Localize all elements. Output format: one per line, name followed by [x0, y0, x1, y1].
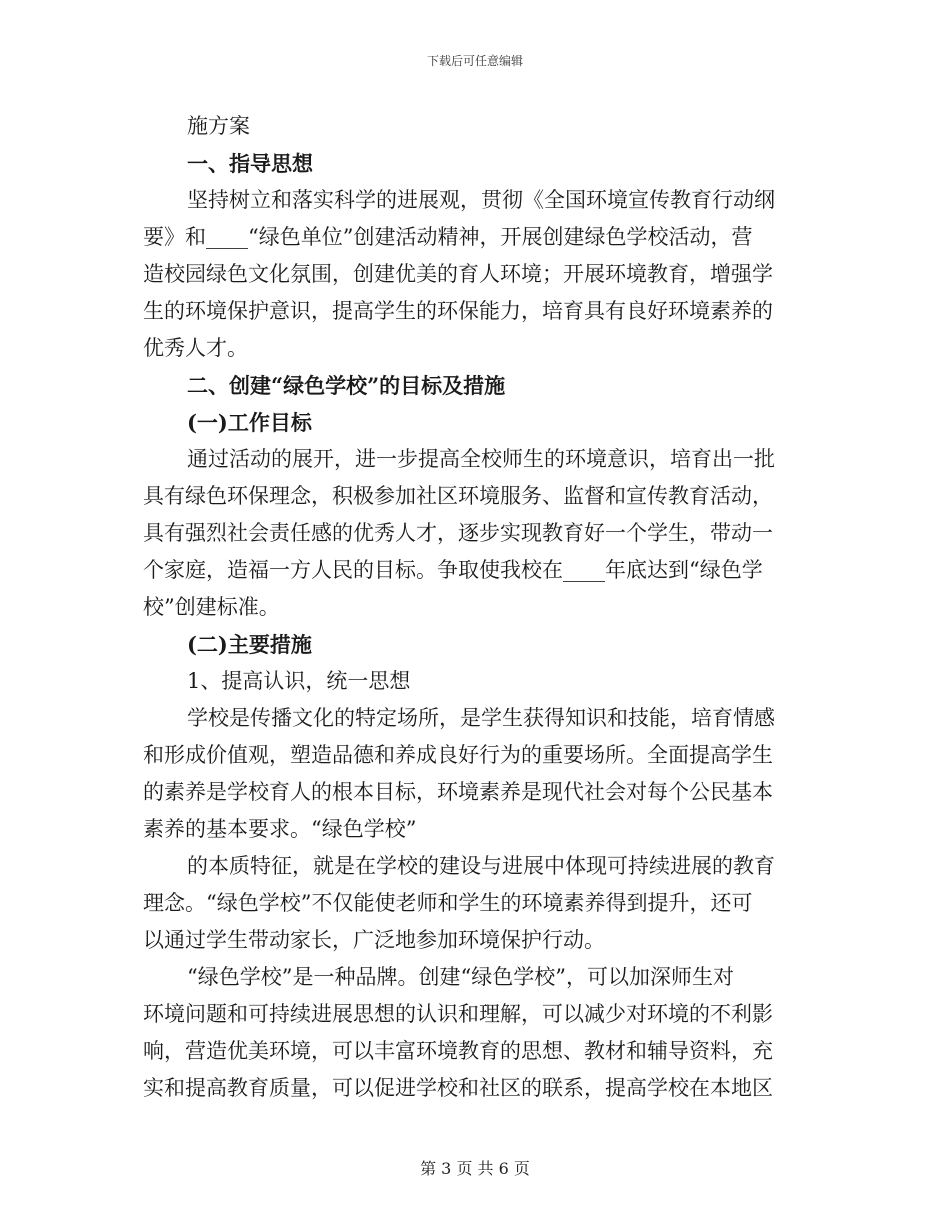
paragraph-line: 1、提高认识，统一思想 — [187, 669, 411, 693]
paragraph-line: 响，营造优美环境，可以丰富环境教育的思想、教材和辅导资料，充 — [143, 1039, 773, 1063]
paragraph-line: 的素养是学校育人的根本目标，环境素养是现代社会对每个公民基本 — [143, 780, 773, 804]
paragraph-line: 造校园绿色文化氛围，创建优美的育人环境；开展环境教育，增强学 — [143, 262, 773, 286]
paragraph-line: 校”创建标准。 — [143, 595, 280, 619]
paragraph-line: 和形成价值观，塑造品德和养成良好行为的重要场所。全面提高学生 — [143, 743, 773, 767]
paragraph-line: 以通过学生带动家长，广泛地参加环境保护行动。 — [143, 928, 605, 952]
section-heading: 二、创建“绿色学校”的目标及措施 — [187, 373, 506, 398]
section-heading: 一、指导思想 — [187, 151, 313, 176]
paragraph-line: 学校是传播文化的特定场所，是学生获得知识和技能，培育情感 — [187, 706, 775, 730]
paragraph-line: 实和提高教育质量，可以促进学校和社区的联系，提高学校在本地区 — [143, 1076, 773, 1100]
paragraph-line: 要》和____“绿色单位”创建活动精神，开展创建绿色学校活动，营 — [143, 225, 753, 249]
page-header-note: 下载后可任意编辑 — [426, 54, 523, 68]
paragraph-line: 环境问题和可持续进展思想的认识和理解，可以减少对环境的不利影 — [143, 1002, 773, 1026]
paragraph-line: 理念。“绿色学校”不仅能使老师和学生的环境素养得到提升，还可 — [143, 891, 753, 915]
paragraph-line: 具有强烈社会责任感的优秀人才，逐步实现教育好一个学生，带动一 — [143, 521, 773, 545]
paragraph-line: 的本质特征，就是在学校的建设与进展中体现可持续进展的教育 — [187, 854, 775, 878]
paragraph-line: 个家庭，造福一方人民的目标。争取使我校在____年底达到“绿色学 — [143, 558, 763, 582]
paragraph-line: 施方案 — [187, 114, 250, 138]
section-heading: (一)工作目标 — [187, 410, 312, 435]
document-body — [143, 108, 806, 1107]
paragraph-line: 具有绿色环保理念，积极参加社区环境服务、监督和宣传教育活动， — [143, 484, 773, 508]
paragraph-line: 生的环境保护意识，提高学生的环保能力，培育具有良好环境素养的 — [143, 299, 773, 323]
paragraph-line: 坚持树立和落实科学的进展观，贯彻《全国环境宣传教育行动纲 — [187, 188, 775, 212]
paragraph-line: 优秀人才。 — [143, 336, 248, 360]
section-heading: (二)主要措施 — [187, 632, 312, 657]
paragraph-line: “绿色学校”是一种品牌。创建“绿色学校”，可以加深师生对 — [187, 965, 734, 989]
paragraph-line: 通过活动的展开，进一步提高全校师生的环境意识，培育出一批 — [187, 447, 775, 471]
page-footer: 第 3 页 共 6 页 — [420, 1159, 530, 1178]
paragraph-line: 素养的基本要求。“绿色学校” — [143, 817, 417, 841]
